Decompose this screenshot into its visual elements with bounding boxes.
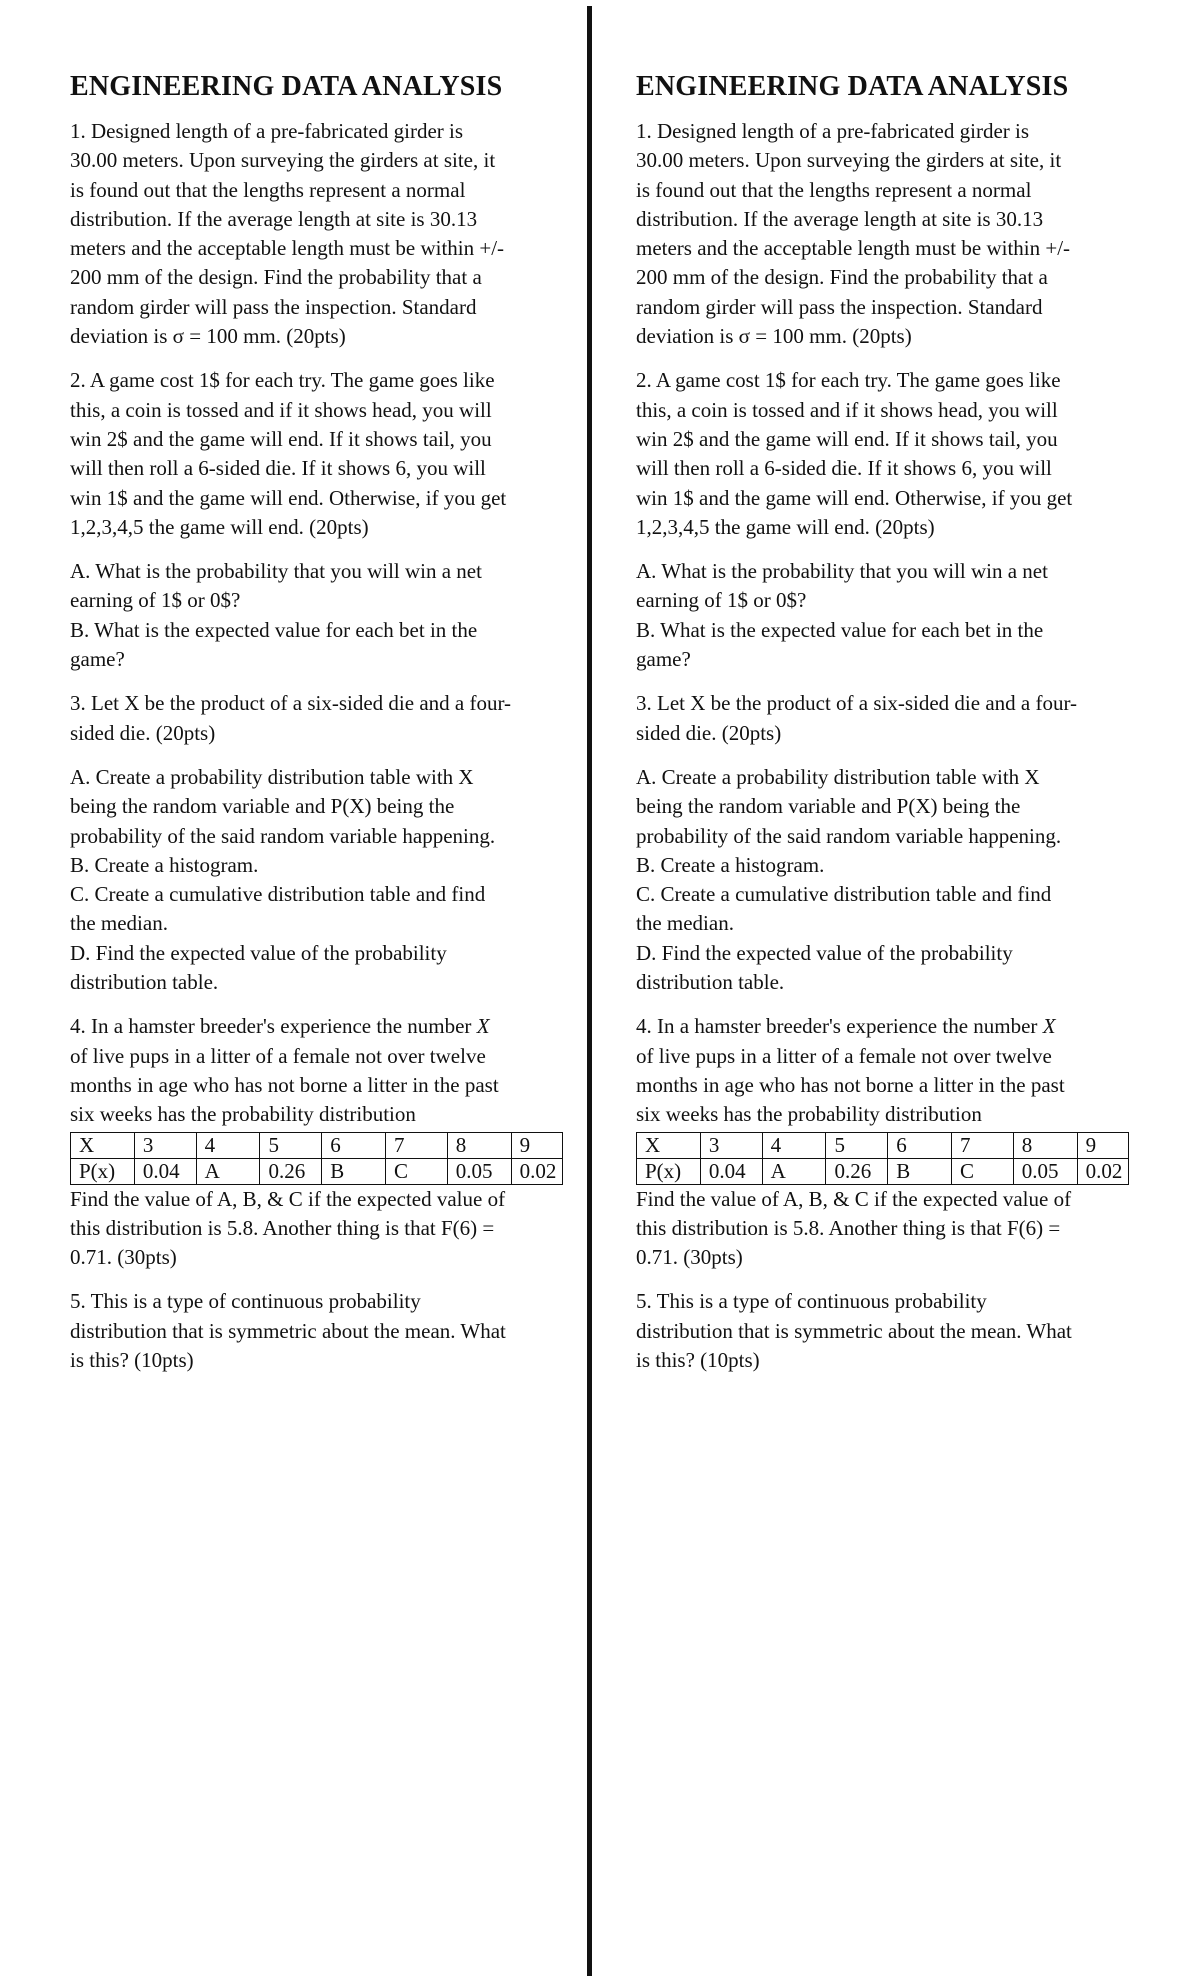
question-1 — [70, 117, 570, 351]
question-1 — [636, 117, 1136, 351]
text-line: six weeks has the probability distribution — [636, 1102, 982, 1127]
text-line: 3. Let X be the product of a six-sided die and a four- — [636, 691, 1078, 716]
text-line: B. What is the expected value for each bet in the — [70, 617, 478, 642]
text-line: distribution. If the average length at site is 30.13 — [70, 206, 478, 231]
text-line: this distribution is 5.8. Another thing is that F(6) = — [636, 1215, 1061, 1240]
table-cell: 6 — [322, 1132, 386, 1158]
text-line: win 1$ and the game will end. Otherwise, if you get — [70, 485, 507, 510]
text-line: distribution table. — [70, 970, 219, 995]
table-cell: 0.02 — [1077, 1158, 1128, 1184]
table-row — [71, 1158, 563, 1184]
text-line: random girder will pass the inspection. Standard — [636, 294, 1043, 319]
table-cell: X — [71, 1132, 135, 1158]
question-3 — [70, 689, 570, 748]
text-segment: 4. In a hamster breeder's experience the number — [636, 1014, 1043, 1039]
table-cell: 5 — [826, 1132, 888, 1158]
right-column — [636, 68, 1136, 1390]
text-line: win 1$ and the game will end. Otherwise, if you get — [636, 485, 1073, 510]
question-4-followup — [70, 1185, 570, 1273]
variable-x: X — [476, 1014, 490, 1039]
variable-x: X — [1042, 1014, 1056, 1039]
table-cell: 0.05 — [1013, 1158, 1077, 1184]
text-line: this, a coin is tossed and if it shows head, you will — [636, 397, 1058, 422]
text-line: earning of 1$ or 0$? — [636, 588, 807, 613]
text-line: six weeks has the probability distribution — [70, 1102, 416, 1127]
text-line: meters and the acceptable length must be within +/- — [636, 236, 1071, 261]
table-cell: A — [762, 1158, 826, 1184]
question-3-parts — [636, 763, 1136, 997]
table-cell: 4 — [762, 1132, 826, 1158]
table-cell: B — [322, 1158, 386, 1184]
text-line: this distribution is 5.8. Another thing is that F(6) = — [70, 1215, 495, 1240]
text-line: Find the value of A, B, & C if the expected value of — [70, 1186, 506, 1211]
table-cell: 0.26 — [826, 1158, 888, 1184]
text-line: 1,2,3,4,5 the game will end. (20pts) — [70, 514, 369, 539]
text-line: of live pups in a litter of a female not over twelve — [70, 1043, 486, 1068]
text-line — [636, 1012, 1136, 1041]
text-line: 2. A game cost 1$ for each try. The game goes like — [636, 368, 1061, 393]
text-line: D. Find the expected value of the probability — [636, 940, 1013, 965]
text-line: the median. — [636, 911, 734, 936]
table-cell: 9 — [1077, 1132, 1128, 1158]
table-cell: P(x) — [71, 1158, 135, 1184]
table-cell: 3 — [134, 1132, 196, 1158]
text-line: is found out that the lengths represent a normal — [70, 177, 466, 202]
left-column — [70, 68, 570, 1390]
text-line: being the random variable and P(X) being the — [636, 794, 1021, 819]
text-line: A. Create a probability distribution table with X — [636, 764, 1040, 789]
table-cell: 8 — [1013, 1132, 1077, 1158]
text-line: the median. — [70, 911, 168, 936]
text-line: deviation is σ = 100 mm. (20pts) — [70, 324, 346, 349]
text-line: 5. This is a type of continuous probability — [636, 1289, 987, 1314]
text-line: win 2$ and the game will end. If it shows tail, you — [70, 426, 492, 451]
text-line: probability of the said random variable happening. — [70, 823, 496, 848]
text-line: being the random variable and P(X) being the — [70, 794, 455, 819]
center-divider — [587, 6, 592, 1976]
text-line: game? — [70, 647, 125, 672]
text-line: distribution that is symmetric about the mean. What — [636, 1318, 1072, 1343]
page-title: ENGINEERING DATA ANALYSIS — [70, 71, 503, 102]
question-4-followup — [636, 1185, 1136, 1273]
table-cell: 0.05 — [447, 1158, 511, 1184]
text-line: 2. A game cost 1$ for each try. The game goes like — [70, 368, 495, 393]
table-cell: 3 — [700, 1132, 762, 1158]
text-line: Find the value of A, B, & C if the expected value of — [636, 1186, 1072, 1211]
text-line: 0.71. (30pts) — [636, 1245, 743, 1270]
text-line: is this? (10pts) — [636, 1347, 760, 1372]
distribution-table — [636, 1132, 1129, 1185]
text-line: 200 mm of the design. Find the probability that a — [70, 265, 482, 290]
table-cell: X — [637, 1132, 701, 1158]
table-row — [637, 1132, 1129, 1158]
table-cell: C — [952, 1158, 1014, 1184]
text-line — [70, 1012, 570, 1041]
text-line: 1. Designed length of a pre-fabricated girder is — [636, 119, 1030, 143]
question-2-parts — [636, 557, 1136, 674]
table-cell: 0.04 — [134, 1158, 196, 1184]
table-cell: 0.26 — [260, 1158, 322, 1184]
text-line: B. Create a histogram. — [70, 852, 259, 877]
question-3 — [636, 689, 1136, 748]
text-line: 1,2,3,4,5 the game will end. (20pts) — [636, 514, 935, 539]
text-line: of live pups in a litter of a female not over twelve — [636, 1043, 1052, 1068]
text-line: B. What is the expected value for each bet in the — [636, 617, 1044, 642]
text-line: C. Create a cumulative distribution table and find — [70, 882, 486, 907]
question-4 — [636, 1012, 1136, 1129]
text-line: D. Find the expected value of the probability — [70, 940, 447, 965]
text-line: win 2$ and the game will end. If it shows tail, you — [636, 426, 1058, 451]
table-cell: 4 — [196, 1132, 260, 1158]
question-5 — [70, 1287, 570, 1375]
text-line: A. What is the probability that you will win a net — [636, 559, 1048, 584]
text-line: A. What is the probability that you will win a net — [70, 559, 482, 584]
text-line: sided die. (20pts) — [70, 720, 216, 745]
text-line: 30.00 meters. Upon surveying the girders at site, it — [70, 148, 496, 173]
text-line: distribution. If the average length at site is 30.13 — [636, 206, 1044, 231]
table-row — [637, 1158, 1129, 1184]
text-line: meters and the acceptable length must be within +/- — [70, 236, 505, 261]
page-title: ENGINEERING DATA ANALYSIS — [636, 71, 1069, 102]
question-3-parts — [70, 763, 570, 997]
text-line: distribution that is symmetric about the mean. What — [70, 1318, 506, 1343]
text-line: 200 mm of the design. Find the probability that a — [636, 265, 1048, 290]
question-5 — [636, 1287, 1136, 1375]
question-2 — [70, 366, 570, 542]
question-2 — [636, 366, 1136, 542]
question-2-parts — [70, 557, 570, 674]
table-cell: A — [196, 1158, 260, 1184]
table-cell: 6 — [888, 1132, 952, 1158]
text-line: this, a coin is tossed and if it shows head, you will — [70, 397, 492, 422]
table-cell: C — [386, 1158, 448, 1184]
text-line: earning of 1$ or 0$? — [70, 588, 241, 613]
text-line: months in age who has not borne a litter in the past — [636, 1072, 1065, 1097]
distribution-table — [70, 1132, 563, 1185]
question-4 — [70, 1012, 570, 1129]
text-line: sided die. (20pts) — [636, 720, 782, 745]
text-line: is found out that the lengths represent a normal — [636, 177, 1032, 202]
text-line: will then roll a 6-sided die. If it shows 6, you will — [636, 456, 1052, 481]
table-cell: 7 — [386, 1132, 448, 1158]
text-line: 5. This is a type of continuous probability — [70, 1289, 421, 1314]
table-cell: 7 — [952, 1132, 1014, 1158]
text-line: 0.71. (30pts) — [70, 1245, 177, 1270]
table-cell: 8 — [447, 1132, 511, 1158]
text-line: B. Create a histogram. — [636, 852, 825, 877]
table-cell: P(x) — [637, 1158, 701, 1184]
table-cell: 5 — [260, 1132, 322, 1158]
text-line: 1. Designed length of a pre-fabricated girder is — [70, 119, 464, 143]
text-line: 3. Let X be the product of a six-sided die and a four- — [70, 691, 512, 716]
table-cell: 0.02 — [511, 1158, 562, 1184]
text-line: is this? (10pts) — [70, 1347, 194, 1372]
text-line: will then roll a 6-sided die. If it shows 6, you will — [70, 456, 486, 481]
text-line: game? — [636, 647, 691, 672]
text-line: A. Create a probability distribution table with X — [70, 764, 474, 789]
table-row — [71, 1132, 563, 1158]
text-line: C. Create a cumulative distribution table and find — [636, 882, 1052, 907]
text-line: 30.00 meters. Upon surveying the girders at site, it — [636, 148, 1062, 173]
text-line: deviation is σ = 100 mm. (20pts) — [636, 324, 912, 349]
text-line: probability of the said random variable happening. — [636, 823, 1062, 848]
table-cell: B — [888, 1158, 952, 1184]
text-line: months in age who has not borne a litter in the past — [70, 1072, 499, 1097]
text-segment: 4. In a hamster breeder's experience the number — [70, 1014, 477, 1039]
table-cell: 0.04 — [700, 1158, 762, 1184]
table-cell: 9 — [511, 1132, 562, 1158]
text-line: distribution table. — [636, 970, 785, 995]
text-line: random girder will pass the inspection. Standard — [70, 294, 477, 319]
